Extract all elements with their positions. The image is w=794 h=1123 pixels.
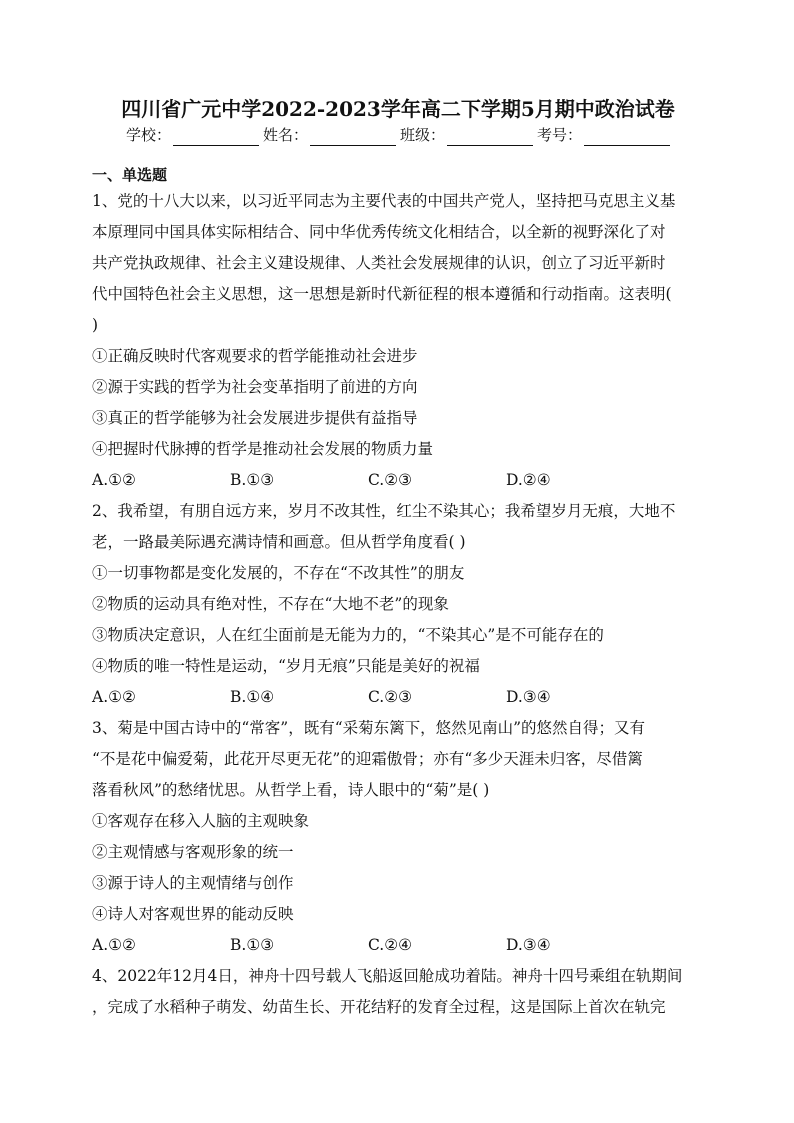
question-stem-line: 4、2022年12月4日，神舟十四号载人飞船返回舱成功着陆。神舟十四号乘组在轨期间 [92,967,683,985]
question-stem-line: 共产党执政规律、社会主义建设规律、人类社会发展规律的认识，创立了习近平新时 [92,254,666,272]
answer-choice-a: A.①② [92,936,136,954]
answer-choices [92,682,704,713]
exam-number-field [537,124,670,146]
question-stem-line: 老，一路最美际遇充满诗情和画意。但从哲学角度看( ) [92,533,466,551]
exam-number-label: 考号： [537,126,583,144]
name-blank [310,129,396,146]
question-statement: ④诗人对客观世界的能动反映 [92,905,294,923]
question-1 [92,186,704,496]
answer-choice-b: B.①③ [230,936,275,954]
question-stem-line: 3、菊是中国古诗中的“常客”，既有“采菊东篱下，悠然见南山”的悠然自得；又有 [92,719,646,737]
answer-choice-c: C.②③ [368,471,413,489]
question-stem-line: 1、党的十八大以来，以习近平同志为主要代表的中国共产党人，坚持把马克思主义基 [92,192,676,210]
class-field [400,124,533,146]
school-blank [173,129,259,146]
question-statement: ①一切事物都是变化发展的，不存在“不改其性”的朋友 [92,564,465,582]
question-statement: ①客观存在移入人脑的主观映象 [92,812,310,830]
answer-choice-b: B.①③ [230,471,275,489]
school-field [126,124,259,146]
question-3 [92,713,704,961]
question-stem-line: ，完成了水稻种子萌发、幼苗生长、开花结籽的发育全过程，这是国际上首次在轨完 [92,998,666,1016]
question-statement: ④物质的唯一特性是运动，“岁月无痕”只能是美好的祝福 [92,657,480,675]
question-statement: ③源于诗人的主观情绪与创作 [92,874,294,892]
question-4 [92,961,704,1023]
answer-choices [92,465,704,496]
question-stem-line: 2、我希望，有朋自远方来，岁月不改其性，红尘不染其心；我希望岁月无痕，大地不 [92,502,676,520]
exam-number-blank [584,129,670,146]
answer-choice-a: A.①② [92,688,136,706]
question-statement: ②物质的运动具有绝对性，不存在“大地不老”的现象 [92,595,449,613]
question-statement: ③物质决定意识，人在红尘面前是无能为力的，“不染其心”是不可能存在的 [92,626,604,644]
name-label: 姓名： [262,126,308,144]
question-2 [92,496,704,713]
question-stem-line: 落看秋风”的愁绪忧思。从哲学上看，诗人眼中的“菊”是( ) [92,781,490,799]
question-stem-line: 代中国特色社会主义思想，这一思想是新时代新征程的根本遵循和行动指南。这表明( [92,285,672,303]
answer-choice-b: B.①④ [230,688,275,706]
answer-choice-d: D.②④ [506,471,551,489]
question-statement: ①正确反映时代客观要求的哲学能推动社会进步 [92,347,418,365]
question-stem-line: 本原理同中国具体实际相结合、同中华优秀传统文化相结合，以全新的视野深化了对 [92,223,666,241]
name-field [263,124,396,146]
question-statement: ②源于实践的哲学为社会变革指明了前进的方向 [92,378,418,396]
question-stem-line: “不是花中偏爱菊，此花开尽更无花”的迎霜傲骨；亦有“多少天涯未归客，尽借篱 [92,750,643,768]
question-statement: ②主观情感与客观形象的统一 [92,843,294,861]
question-statement: ③真正的哲学能够为社会发展进步提供有益指导 [92,409,418,427]
school-label: 学校： [125,126,171,144]
question-stem-line: ) [92,316,99,334]
answer-choices [92,930,704,961]
answer-choice-c: C.②④ [368,936,413,954]
class-blank [447,129,533,146]
student-info-line [92,124,704,146]
section-heading: 一、单选题 [92,166,168,184]
exam-title: 四川省广元中学2022-2023学年高二下学期5月期中政治试卷 [121,97,675,121]
answer-choice-d: D.③④ [506,936,551,954]
answer-choice-c: C.②③ [368,688,413,706]
answer-choice-a: A.①② [92,471,136,489]
class-label: 班级： [400,126,446,144]
answer-choice-d: D.③④ [506,688,551,706]
question-statement: ④把握时代脉搏的哲学是推动社会发展的物质力量 [92,440,434,458]
